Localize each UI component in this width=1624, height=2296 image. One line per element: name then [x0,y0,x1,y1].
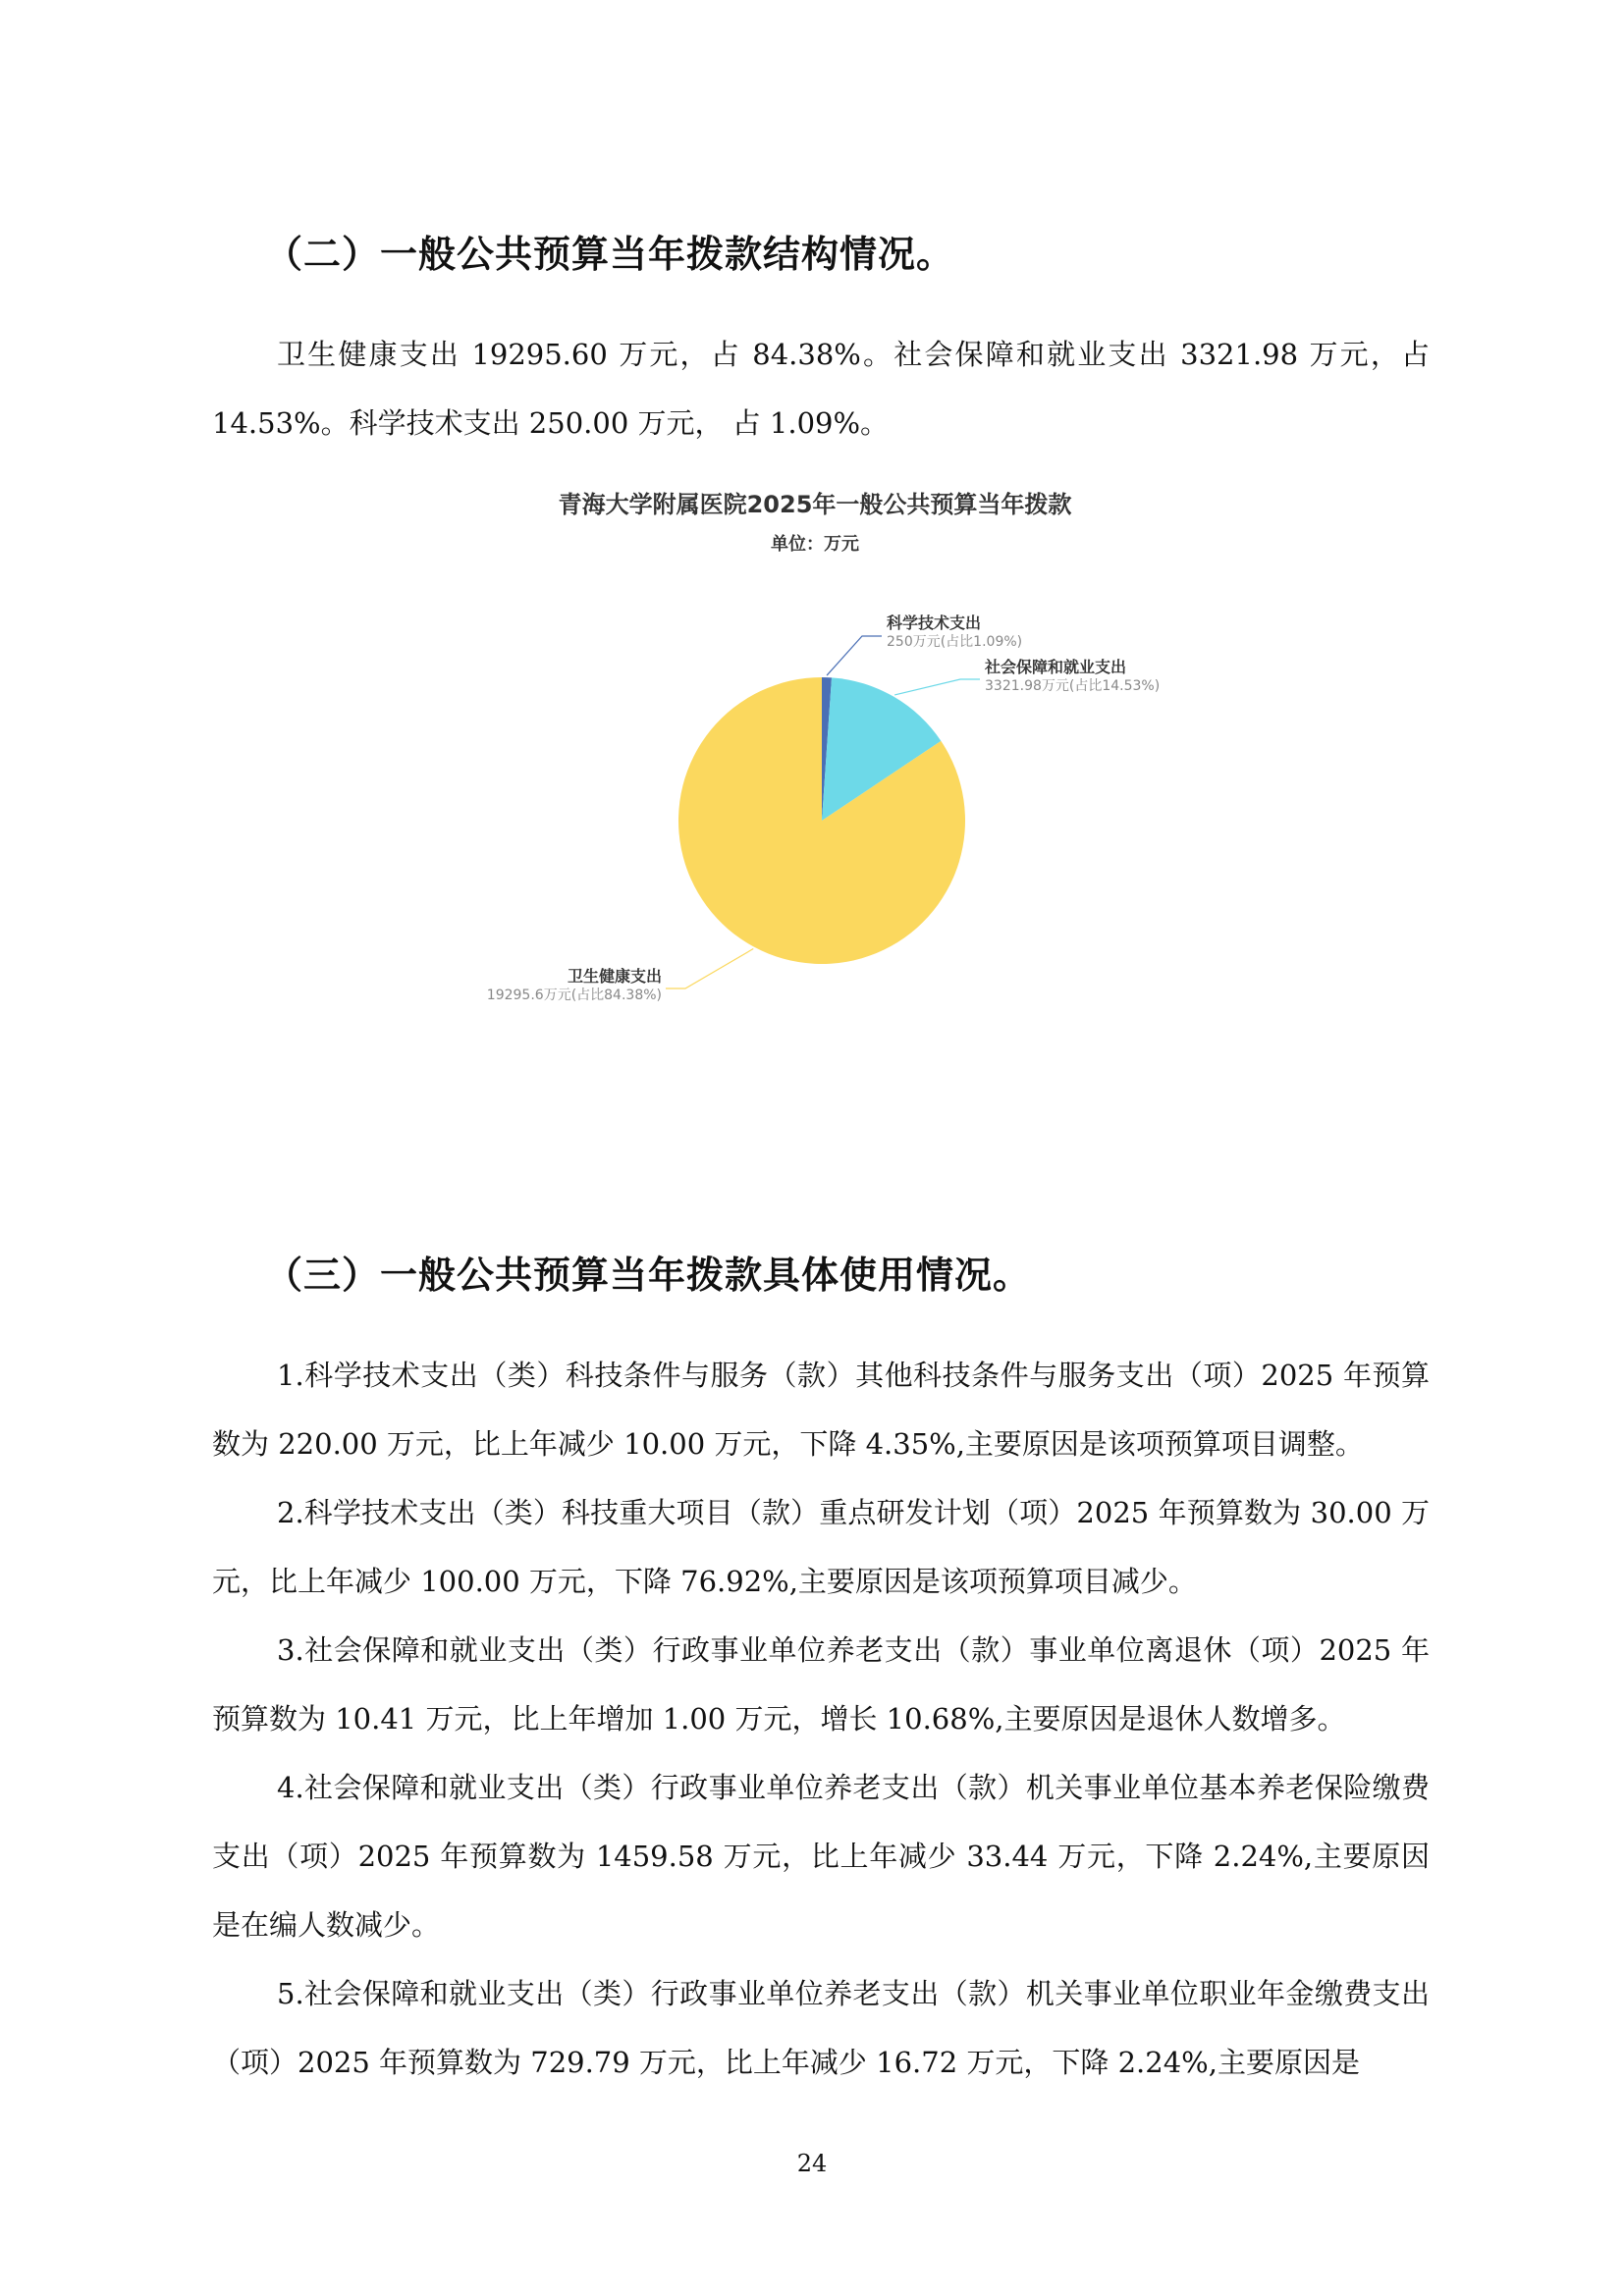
chart-title: 青海大学附属医院2025年一般公共预算当年拨款 [558,491,1072,518]
page-number: 24 [796,2150,828,2177]
section-3-item-5: 5.社会保障和就业支出（类）行政事业单位养老支出（款）机关事业单位职业年金缴费支出（项）2025 年预算数为 729.79 万元，比上年减少 16.72 万元，下降 2.24%,主要原因是 [212,1977,1430,2079]
label-leader-2 [894,679,980,695]
section-3-item-1: 1.科学技术支出（类）科技条件与服务（款）其他科技条件与服务支出（项）2025 年预算数为 220.00 万元，比上年减少 10.00 万元，下降 4.35%,主要原因是该项预算项目调整。 [212,1359,1430,1461]
slice-value-label-1: 250万元(占比1.09%) [887,634,1023,650]
section-heading-2: （二）一般公共预算当年拨款结构情况。 [265,233,955,276]
section-heading-3: （三）一般公共预算当年拨款具体使用情况。 [265,1254,1032,1297]
slice-name-label-2: 社会保障和就业支出 [985,658,1127,676]
section-3-item-2: 2.科学技术支出（类）科技重大项目（款）重点研发计划（项）2025 年预算数为 30.00 万元，比上年减少 100.00 万元，下降 76.92%,主要原因是该项预算项目减少。 [212,1496,1430,1598]
slice-value-label-2: 3321.98万元(占比14.53%) [985,678,1161,694]
slice-name-label-3: 卫生健康支出 [567,967,662,986]
chart-subtitle: 单位：万元 [771,534,859,555]
section-3-item-3: 3.社会保障和就业支出（类）行政事业单位养老支出（款）事业单位离退休（项）2025 年预算数为 10.41 万元，比上年增加 1.00 万元，增长 10.68%,主要原因是退休人数增多。 [212,1633,1430,1735]
section-3-item-4: 4.社会保障和就业支出（类）行政事业单位养老支出（款）机关事业单位基本养老保险缴费支出（项）2025 年预算数为 1459.58 万元，比上年减少 33.44 万元，下降 2.24%,主要原因是在编人数减少。 [212,1771,1430,1942]
slice-name-label-1: 科学技术支出 [887,614,982,632]
section-2-paragraph: 卫生健康支出 19295.60 万元，占 84.38%。社会保障和就业支出 3321.98 万元，占 14.53%。科学技术支出 250.00 万元， 占 1.09%。 [212,338,1430,440]
label-leader-3 [666,949,753,988]
label-leader-1 [827,636,882,675]
pie-slices [678,677,965,964]
pie-chart [412,471,1218,1021]
slice-value-label-3: 19295.6万元(占比84.38%) [486,988,662,1003]
